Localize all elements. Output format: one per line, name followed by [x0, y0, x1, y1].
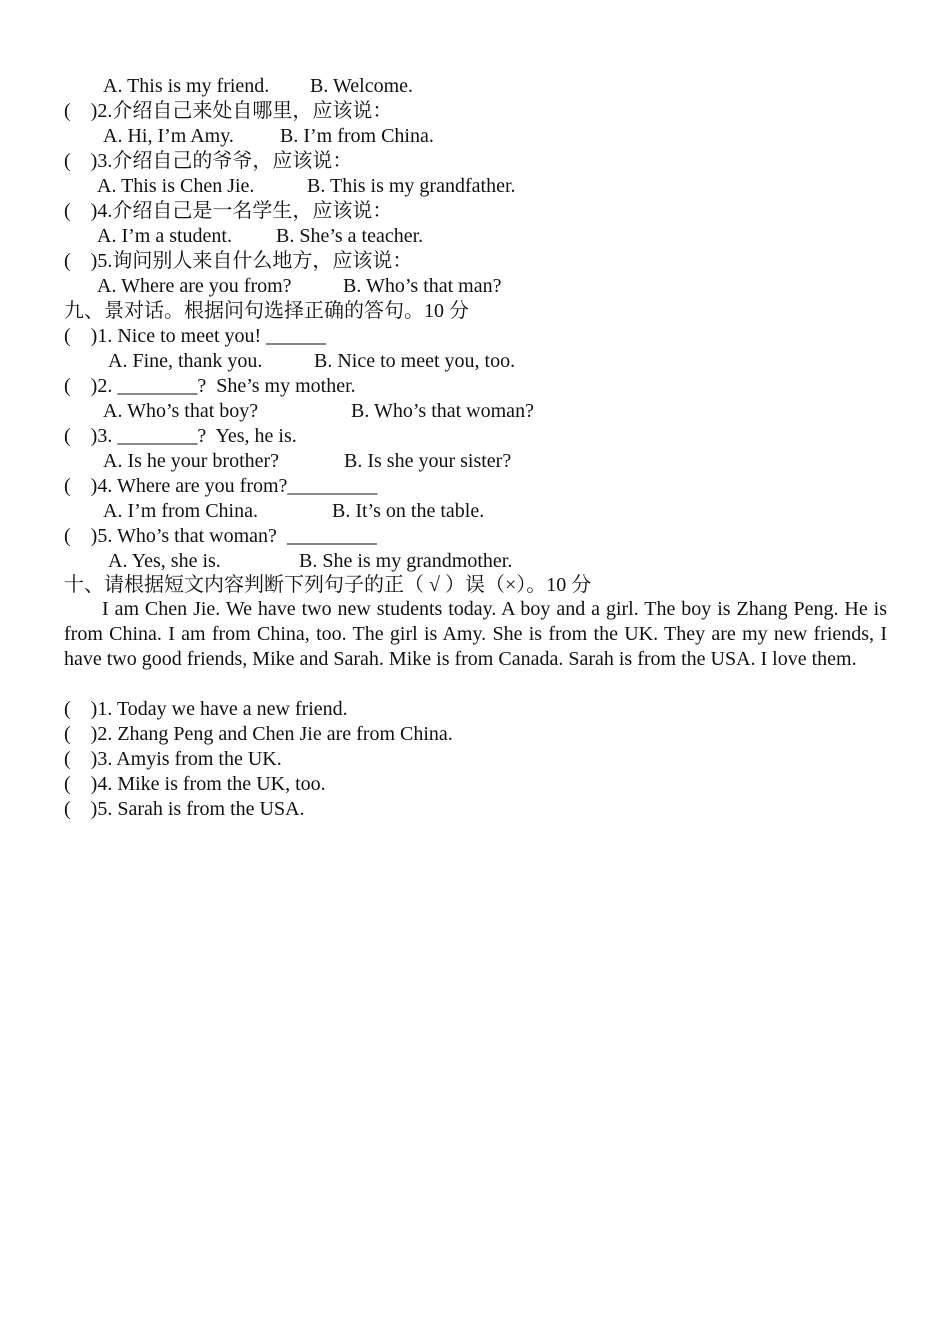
s8-q2-options	[64, 124, 434, 149]
s8-q5-stem: ( )5.询问别人来自什么地方，应该说：	[64, 250, 413, 272]
s9-q1-stem: ( )1. Nice to meet you! ______	[64, 325, 327, 347]
s8-q3-stem: ( )3.介绍自己的爷爷，应该说：	[64, 150, 353, 172]
s10-item-4: ( )4. Mike is from the UK, too.	[64, 773, 326, 795]
s9-q5-stem: ( )5. Who’s that woman? _________	[64, 525, 377, 547]
s9-q4-stem: ( )4. Where are you from?_________	[64, 475, 378, 497]
s8-q2-option-a: A. Hi, I’m Amy.	[103, 125, 234, 147]
s9-q1-options	[64, 349, 516, 374]
s9-q3-stem: ( )3. ________? Yes, he is.	[64, 425, 297, 447]
s8-q1-options	[64, 74, 413, 99]
s9-q1-option-b: B. Nice to meet you, too.	[314, 350, 516, 372]
s9-q4-option-b: B. It’s on the table.	[332, 500, 485, 522]
s8-q4-options	[64, 224, 424, 249]
s8-q3-options	[64, 174, 516, 199]
s9-q2-option-b: B. Who’s that woman?	[351, 400, 534, 422]
s9-q5-option-a: A. Yes, she is.	[108, 550, 221, 572]
s9-q4-option-a: A. I’m from China.	[103, 500, 258, 522]
s8-q4-stem: ( )4.介绍自己是一名学生，应该说：	[64, 200, 393, 222]
s9-q2-options	[64, 399, 534, 424]
s8-q4-option-a: A. I’m a student.	[97, 225, 232, 247]
s8-q2-option-b: B. I’m from China.	[280, 125, 434, 147]
s10-item-2: ( )2. Zhang Peng and Chen Jie are from China.	[64, 723, 453, 745]
s9-q3-option-b: B. Is she your sister?	[344, 450, 512, 472]
s9-q3-option-a: A. Is he your brother?	[103, 450, 280, 472]
s9-q5-option-b: B. She is my grandmother.	[299, 550, 513, 572]
s9-q4-options	[64, 499, 485, 524]
s10-item-3: ( )3. Amyis from the UK.	[64, 748, 282, 770]
s10-item-5: ( )5. Sarah is from the USA.	[64, 798, 305, 820]
s10-title: 十、请根据短文内容判断下列句子的正（ √ ）误（×）。10 分	[64, 574, 592, 596]
s8-q3-option-b: B. This is my grandfather.	[307, 175, 516, 197]
s8-q5-option-b: B. Who’s that man?	[343, 275, 502, 297]
s8-q1-option-b: B. Welcome.	[310, 75, 413, 97]
s10-item-1: ( )1. Today we have a new friend.	[64, 698, 348, 720]
s8-q1-option-a: A. This is my friend.	[103, 75, 270, 97]
s9-q2-stem: ( )2. ________? She’s my mother.	[64, 375, 356, 397]
s9-q2-option-a: A. Who’s that boy?	[103, 400, 259, 422]
s9-q5-options	[64, 549, 513, 574]
s8-q3-option-a: A. This is Chen Jie.	[97, 175, 255, 197]
s8-q4-option-b: B. She’s a teacher.	[276, 225, 424, 247]
s9-q3-options	[64, 449, 512, 474]
s10-reading-passage: I am Chen Jie. We have two new students today. A boy and a girl. The boy is Zhang Peng. He is from China. I am from China, too. The girl is Amy. She is from the UK. They are my new friends, I have two good friends, Mike and Sarah. Mike is from Canada. Sarah is from the USA. I love them.	[64, 598, 887, 670]
s9-q1-option-a: A. Fine, thank you.	[108, 350, 263, 372]
s9-title: 九、景对话。根据问句选择正确的答句。10 分	[64, 300, 469, 322]
s8-q5-option-a: A. Where are you from?	[97, 275, 292, 297]
s8-q5-options	[64, 274, 502, 299]
s8-q2-stem: ( )2.介绍自己来处自哪里，应该说：	[64, 100, 393, 122]
